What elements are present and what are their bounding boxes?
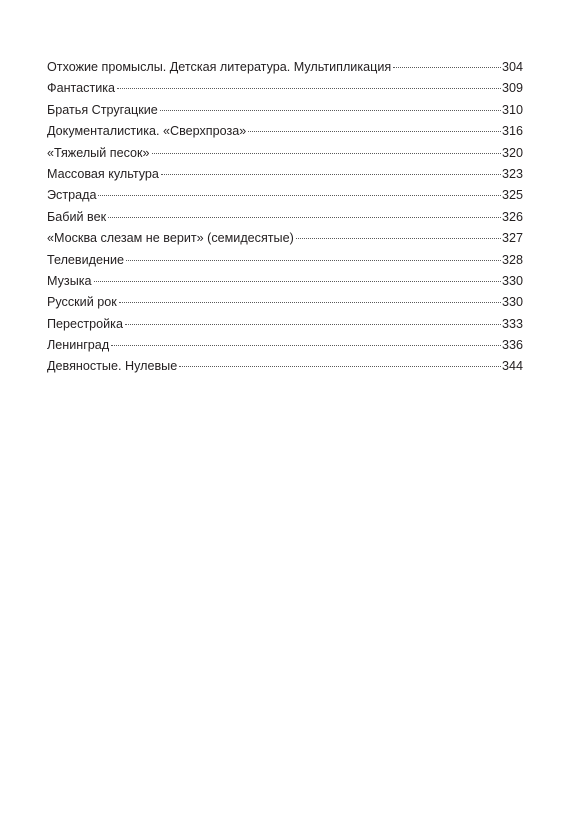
toc-leader-dots [117,88,501,89]
toc-leader-dots [393,67,501,68]
toc-leader-dots [125,324,501,325]
toc-entry [47,250,523,271]
toc-entry [47,314,523,335]
toc-entry-page: 304 [501,60,523,74]
toc-leader-dots [119,302,501,303]
toc-entry-page: 309 [501,81,523,96]
toc-entry-title: Фантастика [47,81,116,96]
toc-entry-page: 330 [501,295,523,310]
toc-entry-title: Бабий век [47,209,107,224]
toc-leader-dots [248,131,501,132]
toc-entry-title: Телевидение [47,252,124,267]
toc-leader-dots [160,110,501,111]
toc-entry-title: Документалистика. «Сверхпроза» [47,124,247,139]
toc-entry-title: «Москва слезам не верит» (семидесятые) [47,231,294,246]
toc-entry-page: 325 [501,188,523,203]
toc-entry [47,100,523,121]
toc-entry [47,271,523,292]
toc-entry [47,207,523,228]
toc-entry-title: Массовая культура [47,166,159,181]
toc-entry-title: Русский рок [47,295,117,310]
toc-entry-page: 344 [501,359,523,374]
toc-entry [47,57,523,78]
toc-entry-title: Отхожие промыслы. Детская литература. Мультипликация [47,60,392,74]
toc-leader-dots [111,345,501,346]
toc-entry-title: Братья Стругацкие [47,102,158,117]
toc-entry-page: 316 [501,124,523,139]
toc-leader-dots [126,260,501,261]
toc-entry [47,335,523,356]
toc-leader-dots [98,195,501,196]
toc-entry-title: Музыка [47,273,92,288]
toc-entry-page: 310 [501,102,523,117]
toc-entry-page: 336 [501,338,523,353]
toc-entry [47,228,523,249]
table-of-contents [47,57,523,378]
toc-leader-dots [296,238,501,239]
toc-entry-title: Девяностые. Нулевые [47,359,178,374]
toc-entry-title: Эстрада [47,188,97,203]
toc-leader-dots [161,174,501,175]
toc-entry [47,78,523,99]
toc-entry-title: Ленинград [47,338,110,353]
toc-entry-page: 328 [501,252,523,267]
toc-entry [47,356,523,377]
toc-entry-page: 326 [501,209,523,224]
toc-leader-dots [152,153,501,154]
toc-entry [47,185,523,206]
toc-entry [47,121,523,142]
toc-entry-page: 327 [501,231,523,246]
toc-entry-page: 323 [501,166,523,181]
toc-leader-dots [179,366,501,367]
toc-entry [47,292,523,313]
toc-entry-title: Перестройка [47,316,123,331]
toc-entry-page: 333 [501,316,523,331]
toc-entry-title: «Тяжелый песок» [47,145,150,160]
toc-entry [47,143,523,164]
toc-leader-dots [108,217,501,218]
toc-leader-dots [94,281,501,282]
toc-entry-page: 330 [501,273,523,288]
toc-entry [47,164,523,185]
toc-entry-page: 320 [501,145,523,160]
